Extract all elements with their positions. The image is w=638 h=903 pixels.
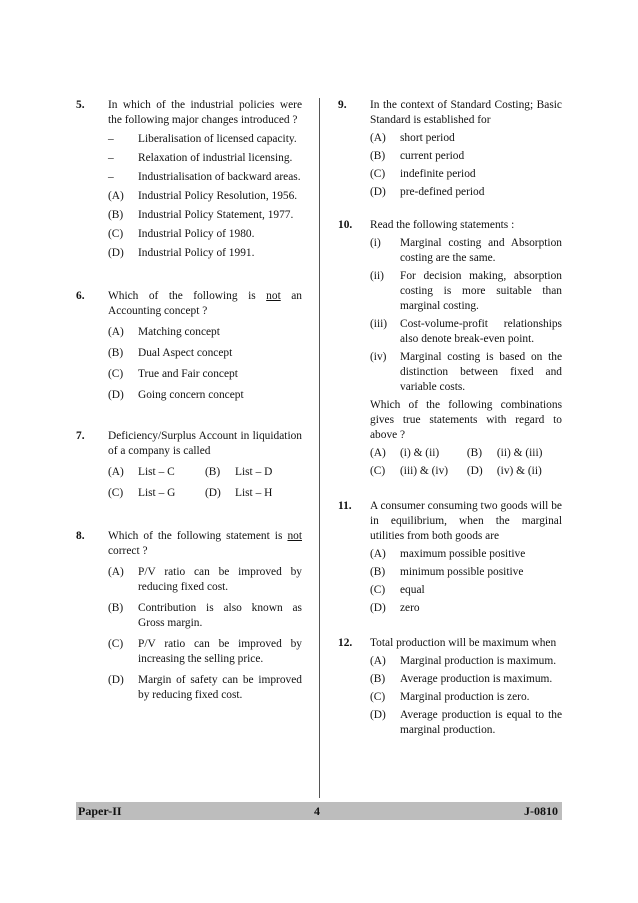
question-5 <box>76 98 302 261</box>
option <box>370 547 562 562</box>
question-number: 9. <box>338 99 347 111</box>
question-11 <box>338 499 562 616</box>
option-label: (A) <box>370 447 386 459</box>
bullet-dash: – <box>108 152 114 164</box>
left-column <box>76 98 302 703</box>
option-text: Contribution is also known as Gross margin. <box>138 602 302 629</box>
question-text: A consumer consuming two goods will be in equilibrium, when the marginal utilities from both goods are <box>370 500 562 542</box>
list-item-text: Industrialisation of backward areas. <box>138 171 301 183</box>
question-text-part: an Accounting concept ? <box>108 290 302 317</box>
question-12 <box>338 636 562 738</box>
option <box>370 690 562 705</box>
option-text: List – C <box>138 466 175 478</box>
option <box>108 367 302 382</box>
option-label: (D) <box>205 487 221 499</box>
option-text: maximum possible positive <box>400 548 526 560</box>
question-number: 6. <box>76 290 85 302</box>
list-item <box>108 151 302 166</box>
question-number: 12. <box>338 637 353 649</box>
list-item-text: Relaxation of industrial licensing. <box>138 152 293 164</box>
option-label: (C) <box>108 228 124 240</box>
question-7 <box>76 429 302 501</box>
statement-label: (i) <box>370 237 381 249</box>
option-label: (D) <box>370 186 386 198</box>
option <box>370 446 467 461</box>
statement <box>370 317 562 347</box>
list-item-text: Liberalisation of licensed capacity. <box>138 133 297 145</box>
right-column <box>338 98 562 738</box>
option-text: (iii) & (iv) <box>400 465 449 477</box>
statement <box>370 236 562 266</box>
statement-label: (iii) <box>370 318 388 330</box>
paper-label: Paper-II <box>78 804 122 818</box>
option-text: (ii) & (iii) <box>496 447 543 459</box>
question-6 <box>76 289 302 403</box>
option-label: (A) <box>108 190 124 202</box>
option <box>108 486 205 501</box>
statement-text: Marginal costing and Absorption costing are the same. <box>400 237 562 264</box>
option <box>108 208 302 223</box>
option <box>108 465 205 480</box>
option <box>370 185 562 200</box>
option-label: (D) <box>108 674 124 686</box>
option-label: (D) <box>108 389 124 401</box>
option-label: (A) <box>370 132 386 144</box>
option-label: (D) <box>108 247 124 259</box>
option-text: Marginal production is zero. <box>400 691 530 703</box>
option-label: (B) <box>108 347 124 359</box>
statement-text: For decision making, absorption costing is more suitable than marginal costing. <box>400 270 562 312</box>
question-prompt: Which of the following combinations gives true statements with regard to above ? <box>370 399 562 441</box>
option-label: (C) <box>108 487 124 499</box>
list-item <box>108 132 302 147</box>
option-text: indefinite period <box>400 168 476 180</box>
option-label: (C) <box>108 368 124 380</box>
statement <box>370 350 562 395</box>
question-number: 7. <box>76 430 85 442</box>
option-text: P/V ratio can be improved by increasing the selling price. <box>138 638 302 665</box>
option <box>108 189 302 204</box>
option-label: (C) <box>370 691 386 703</box>
option-text: current period <box>400 150 465 162</box>
question-8 <box>76 529 302 703</box>
question-text: Total production will be maximum when <box>370 637 557 649</box>
option-text: Margin of safety can be improved by reducing fixed cost. <box>138 674 302 701</box>
statement-label: (ii) <box>370 270 384 282</box>
option-label: (C) <box>370 168 386 180</box>
option <box>205 486 302 501</box>
question-text <box>108 529 302 559</box>
question-number: 8. <box>76 530 85 542</box>
option-text: Going concern concept <box>138 389 244 401</box>
option <box>467 446 562 461</box>
question-text-part: correct ? <box>108 545 148 557</box>
option-text: Marginal production is maximum. <box>400 655 557 667</box>
option-text: Average production is equal to the marginal production. <box>400 709 562 736</box>
option-text: (iv) & (ii) <box>496 465 542 477</box>
question-text-part: Which of the following is <box>108 290 267 302</box>
option-text: pre-defined period <box>400 186 485 198</box>
question-text-emphasis: not <box>266 290 281 302</box>
option-text: True and Fair concept <box>138 368 238 380</box>
option-label: (B) <box>205 466 221 478</box>
question-text: In which of the industrial policies were the following major changes introduced ? <box>108 99 302 126</box>
option-label: (B) <box>370 673 386 685</box>
option-label: (A) <box>108 326 124 338</box>
option-text: Matching concept <box>138 326 220 338</box>
option-row <box>108 465 302 480</box>
option-label: (B) <box>370 150 386 162</box>
option <box>108 227 302 242</box>
option-label: (D) <box>466 465 483 477</box>
option <box>108 388 302 403</box>
option <box>108 637 302 667</box>
option-text: List – D <box>235 466 273 478</box>
option-row <box>370 446 562 461</box>
column-divider <box>319 98 320 798</box>
option <box>370 565 562 580</box>
option-label: (B) <box>108 602 124 614</box>
bullet-dash: – <box>108 133 114 145</box>
option-text: Industrial Policy Statement, 1977. <box>138 209 294 221</box>
list-item <box>108 170 302 185</box>
question-text-part: Which of the following statement is <box>108 530 288 542</box>
question-text: Deficiency/Surplus Account in liquidation of a company is called <box>108 430 302 457</box>
option-label: (C) <box>370 465 386 477</box>
option <box>370 654 562 669</box>
option-row <box>108 486 302 501</box>
option-text: (i) & (ii) <box>400 447 440 459</box>
option-text: Industrial Policy of 1991. <box>138 247 255 259</box>
option-text: List – H <box>235 487 273 499</box>
question-number: 11. <box>338 500 352 512</box>
option-label: (A) <box>370 548 386 560</box>
option <box>108 565 302 595</box>
option <box>108 601 302 631</box>
option <box>370 583 562 598</box>
bullet-dash: – <box>108 171 114 183</box>
question-text-emphasis: not <box>287 530 302 542</box>
statement-text: Cost-volume-profit relationships also denote break-even point. <box>400 318 562 345</box>
question-number: 5. <box>76 99 85 111</box>
option <box>108 346 302 361</box>
option-text: zero <box>400 602 420 614</box>
option <box>370 601 562 616</box>
option <box>108 246 302 261</box>
question-10 <box>338 218 562 479</box>
option-label: (A) <box>108 466 124 478</box>
question-text: In the context of Standard Costing; Basic Standard is established for <box>370 99 562 126</box>
option-label: (A) <box>108 566 124 578</box>
option <box>370 672 562 687</box>
option-label: (D) <box>370 602 386 614</box>
exam-code: J-0810 <box>524 804 558 818</box>
option <box>370 167 562 182</box>
option <box>370 708 562 738</box>
option-text: P/V ratio can be improved by reducing fixed cost. <box>138 566 302 593</box>
option-text: equal <box>400 584 425 596</box>
option-label: (D) <box>370 709 386 721</box>
question-text <box>108 289 302 319</box>
option <box>370 464 467 479</box>
statement <box>370 269 562 314</box>
option-label: (B) <box>466 447 483 459</box>
question-9 <box>338 98 562 200</box>
option-label: (C) <box>370 584 386 596</box>
option-text: short period <box>400 132 455 144</box>
question-number: 10. <box>338 219 353 231</box>
option-text: minimum possible positive <box>400 566 524 578</box>
option-text: Average production is maximum. <box>400 673 553 685</box>
option-label: (A) <box>370 655 386 667</box>
page-number: 4 <box>314 804 320 818</box>
option-text: List – G <box>138 487 176 499</box>
option-label: (B) <box>108 209 124 221</box>
option-row <box>370 464 562 479</box>
question-text: Read the following statements : <box>370 219 515 231</box>
option-text: Dual Aspect concept <box>138 347 233 359</box>
option-text: Industrial Policy Resolution, 1956. <box>138 190 298 202</box>
option <box>467 464 562 479</box>
option <box>108 673 302 703</box>
option <box>205 465 302 480</box>
option-label: (C) <box>108 638 124 650</box>
statement-label: (iv) <box>370 351 387 363</box>
option-text: Industrial Policy of 1980. <box>138 228 255 240</box>
option <box>370 131 562 146</box>
option <box>108 325 302 340</box>
option <box>370 149 562 164</box>
page-footer <box>76 802 562 820</box>
statement-text: Marginal costing is based on the distinction between fixed and variable costs. <box>400 351 562 393</box>
option-label: (B) <box>370 566 386 578</box>
